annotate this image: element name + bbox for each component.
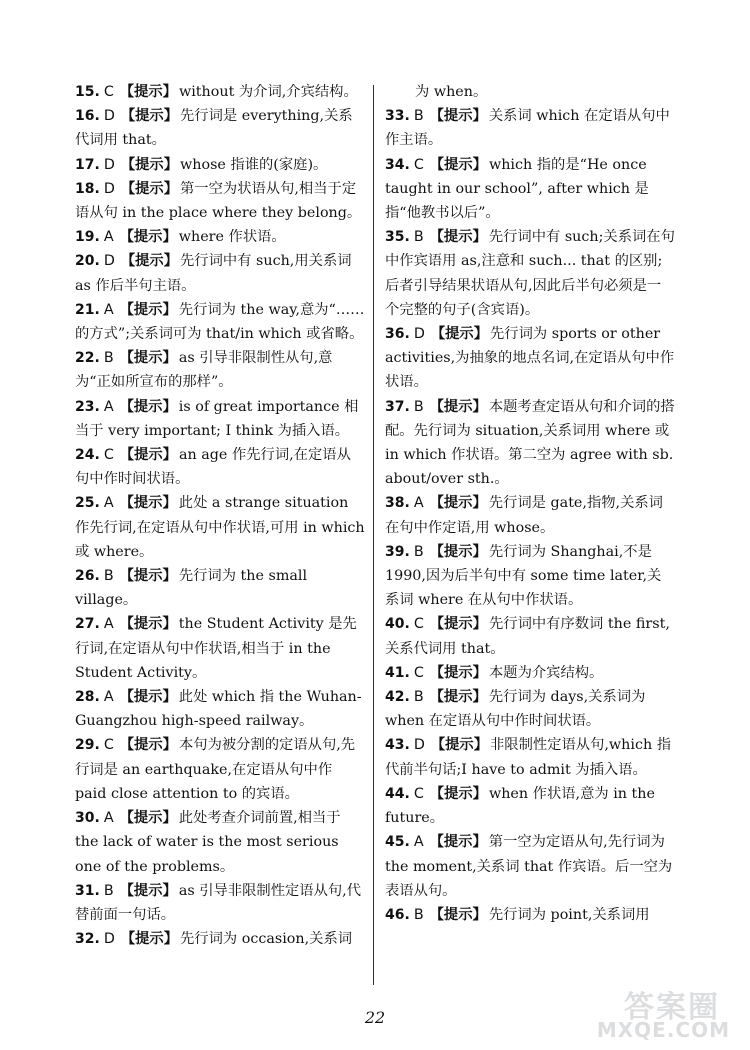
answer-entry: [75, 685, 365, 733]
explanation-text: when 作状语,意为 in the future。: [385, 785, 655, 827]
column-divider: [373, 85, 374, 985]
explanation-text: 先行词为 the way,意为“……的方式”;关系词可为 that/in which 或省略。: [75, 301, 365, 343]
answer-entry: [75, 733, 365, 806]
answer-letter: C: [413, 616, 424, 633]
answer-letter: B: [103, 350, 114, 367]
explanation-text: 此处 which 指 the Wuhan-Guangzhou high-speed railway。: [75, 689, 362, 730]
answer-entry: [385, 322, 675, 395]
question-number: 31.: [75, 882, 100, 899]
question-number: 41.: [385, 664, 410, 681]
question-number: 36.: [385, 326, 410, 343]
question-number: 27.: [75, 616, 100, 633]
answer-letter: B: [413, 543, 424, 560]
explanation-text: 先行词为 Shanghai,不是 1990,因为后半句中有 some time later,关系词 where 在从句中作状语。: [385, 543, 662, 609]
explanation-text: 第一空为定语从句,先行词为 the moment,关系词 that 作宾语。后一空为表语从句。: [385, 834, 673, 899]
answer-letter: D: [103, 931, 115, 948]
answer-letter: D: [103, 108, 115, 125]
explanation-text: is of great importance 相当于 very important; I think 为插入语。: [75, 398, 359, 439]
answer-entry: [385, 395, 675, 492]
answer-letter: A: [413, 834, 424, 851]
answer-letter: C: [103, 84, 114, 100]
question-number: 15.: [75, 84, 100, 100]
tip-label: 【提示】: [120, 108, 179, 125]
watermark-top-text: 答案圈: [624, 990, 720, 1025]
tip-label: 【提示】: [120, 156, 179, 173]
answer-entry: [75, 806, 365, 879]
question-number: 17.: [75, 156, 100, 173]
answer-entry: [75, 564, 365, 612]
answer-entry: [75, 491, 365, 564]
watermark-bottom-text: MXQE.COM: [596, 1018, 730, 1042]
answer-entry: [75, 177, 365, 225]
tip-label: 【提示】: [429, 108, 487, 125]
explanation-text: whose 指谁的(家庭)。: [180, 156, 328, 173]
answer-entry: [75, 80, 365, 104]
explanation-text: 先行词为 point,关系词用: [488, 906, 650, 923]
answer-entry: [75, 443, 365, 491]
page-number: 22: [364, 1008, 386, 1027]
question-number: 40.: [385, 616, 410, 633]
tip-label: 【提示】: [119, 616, 177, 633]
answer-letter: B: [413, 108, 424, 125]
answer-letter: A: [103, 810, 114, 827]
explanation-text: 第一空为状语从句,相当于定语从句 in the place where they belong。: [75, 180, 362, 222]
explanation-text: 此处考查介词前置,相当于 the lack of water is the most serious one of the problems。: [75, 810, 341, 875]
answer-entry: [385, 104, 675, 152]
question-number: 23.: [75, 398, 100, 415]
answer-entry: [385, 540, 675, 613]
tip-label: 【提示】: [119, 810, 177, 827]
tip-label: 【提示】: [429, 616, 487, 633]
answer-letter: D: [103, 180, 115, 197]
question-number: 34.: [385, 156, 410, 173]
answer-letter: B: [413, 398, 424, 415]
tip-label: 【提示】: [119, 689, 177, 706]
tip-label: 【提示】: [429, 906, 487, 923]
answer-entry: [75, 225, 365, 249]
answer-entry: [385, 225, 675, 322]
tip-label: 【提示】: [429, 834, 487, 851]
tip-label: 【提示】: [119, 737, 177, 754]
tip-label: 【提示】: [429, 689, 487, 706]
answer-entry: [385, 782, 675, 830]
explanation-text: 先行词为 sports or other activities,为抽象的地点名词,在定语从句中作状语。: [385, 326, 675, 391]
tip-label: 【提示】: [430, 326, 489, 343]
tip-label: 【提示】: [120, 180, 179, 197]
watermark-logo: [590, 982, 740, 1042]
question-number: 29.: [75, 737, 100, 754]
tip-label: 【提示】: [429, 543, 487, 560]
answer-letter: A: [413, 495, 424, 512]
question-number: 33.: [385, 108, 410, 125]
answer-entry: [385, 661, 675, 685]
answer-letter: A: [103, 301, 114, 318]
answer-letter: A: [103, 495, 114, 512]
explanation-text: 此处 a strange situation 作先行词,在定语从句中作状语,可用 in which 或 where。: [75, 495, 365, 560]
question-number: 16.: [75, 108, 100, 125]
tip-label: 【提示】: [429, 398, 487, 415]
answer-letter: D: [413, 737, 425, 754]
tip-label: 【提示】: [119, 301, 177, 318]
explanation-text: an age 作先行词,在定语从句中作时间状语。: [75, 447, 351, 488]
question-number: 21.: [75, 301, 100, 318]
tip-label: 【提示】: [429, 495, 487, 512]
answer-letter: D: [103, 253, 115, 270]
answer-letter: B: [413, 689, 424, 706]
question-number: 42.: [385, 689, 410, 706]
explanation-text: 先行词中有 such;关系词在句中作宾语用 as,注意和 such... that 的区别;后者引导结果状语从句,因此后半句必须是一个完整的句子(含宾语)。: [385, 229, 675, 318]
explanation-text: 先行词为 days,关系词为 when 在定语从句中作时间状语。: [385, 689, 646, 730]
answer-entry: [75, 153, 365, 177]
answer-letter: D: [413, 326, 425, 343]
answer-entry: [385, 612, 675, 660]
question-number: 43.: [385, 737, 410, 754]
answer-letter: A: [103, 616, 114, 633]
explanation-text: the Student Activity 是先行词,在定语从句中作状语,相当于 in the Student Activity。: [75, 616, 357, 681]
answer-entry: [75, 249, 365, 297]
answer-letter: C: [413, 156, 424, 173]
answer-letter: A: [103, 229, 114, 246]
tip-label: 【提示】: [429, 664, 487, 681]
explanation-text: 本题考查定语从句和介词的搭配。先行词为 situation,关系词用 where 或 in which 作状语。第二空为 agree with sb. about/over sth.。: [385, 398, 675, 488]
explanation-text: 非限制性定语从句,which 指代前半句话;I have to admit 为插入语。: [385, 737, 672, 778]
explanation-text: 本题为介宾结构。: [488, 664, 604, 681]
explanation-text: without 为介词,介宾结构。: [178, 84, 358, 100]
tip-label: 【提示】: [119, 882, 177, 899]
question-number: 45.: [385, 834, 410, 851]
answer-letter: C: [413, 664, 424, 681]
answer-entry: [75, 395, 365, 443]
explanation-text: as 引导非限制性定语从句,代替前面一句话。: [75, 882, 362, 923]
question-number: 28.: [75, 689, 100, 706]
explanation-text: where 作状语。: [178, 229, 286, 246]
question-number: 30.: [75, 810, 100, 827]
question-number: 32.: [75, 931, 100, 948]
answer-letter: A: [103, 689, 114, 706]
answer-entry: [385, 733, 675, 781]
explanation-text: 先行词为 the small village。: [75, 568, 308, 609]
question-number: 46.: [385, 906, 410, 923]
tip-label: 【提示】: [119, 568, 177, 585]
answer-entry: [385, 153, 675, 226]
question-number: 24.: [75, 447, 100, 464]
answer-entry: [75, 927, 365, 951]
answer-letter: C: [413, 785, 424, 802]
answer-entry: [75, 879, 365, 927]
answer-entry: [75, 298, 365, 346]
question-number: 19.: [75, 229, 100, 246]
question-number: 35.: [385, 229, 410, 246]
question-number: 18.: [75, 180, 100, 197]
answer-column-left: [75, 80, 365, 951]
answer-entry: [385, 685, 675, 733]
tip-label: 【提示】: [119, 350, 177, 367]
answer-letter: C: [103, 737, 114, 754]
answer-letter: A: [103, 398, 114, 415]
answer-letter: B: [103, 882, 114, 899]
question-number: 37.: [385, 398, 410, 415]
question-number: 44.: [385, 785, 410, 802]
question-number: 20.: [75, 253, 100, 270]
explanation-text: 关系词 which 在定语从句中作主语。: [385, 108, 670, 149]
explanation-text: 本句为被分割的定语从句,先行词是 an earthquake,在定语从句中作 paid close attention to 的宾语。: [75, 737, 356, 802]
tip-label: 【提示】: [430, 737, 489, 754]
continued-text: 为 when。: [415, 84, 488, 100]
answer-column-right: [385, 80, 675, 927]
question-number: 25.: [75, 495, 100, 512]
tip-label: 【提示】: [119, 495, 177, 512]
tip-label: 【提示】: [119, 84, 177, 100]
question-number: 26.: [75, 568, 100, 585]
tip-label: 【提示】: [119, 398, 177, 415]
answer-letter: B: [103, 568, 114, 585]
answer-letter: D: [103, 156, 115, 173]
tip-label: 【提示】: [429, 156, 487, 173]
tip-label: 【提示】: [119, 229, 177, 246]
explanation-text: as 引导非限制性从句,意为“正如所宣布的那样”。: [75, 350, 333, 391]
tip-label: 【提示】: [429, 229, 487, 246]
tip-label: 【提示】: [119, 447, 177, 464]
answer-letter: C: [103, 447, 114, 464]
answer-letter: B: [413, 906, 424, 923]
answer-entry: [385, 491, 675, 539]
question-number: 38.: [385, 495, 410, 512]
question-number: 22.: [75, 350, 100, 367]
explanation-text: 先行词中有 such,用关系词 as 作后半句主语。: [75, 253, 352, 294]
answer-entry: [75, 612, 365, 685]
tip-label: 【提示】: [429, 785, 487, 802]
answer-letter: B: [413, 229, 424, 246]
explanation-text: 先行词中有序数词 the first,关系代词用 that。: [385, 616, 670, 657]
question-number: 39.: [385, 543, 410, 560]
explanation-text: 先行词是 gate,指物,关系词在句中作定语,用 whose。: [385, 495, 663, 536]
answer-entry: [385, 830, 675, 903]
tip-label: 【提示】: [120, 253, 179, 270]
answer-entry: [75, 346, 365, 394]
tip-label: 【提示】: [120, 931, 179, 948]
explanation-text: which 指的是“He once taught in our school”, after which 是指“他教书以后”。: [385, 156, 649, 222]
answer-entry: [75, 104, 365, 152]
explanation-text: 先行词是 everything,关系代词用 that。: [75, 108, 353, 149]
explanation-text: 先行词为 occasion,关系词: [180, 931, 353, 948]
answer-entry: [385, 903, 675, 927]
